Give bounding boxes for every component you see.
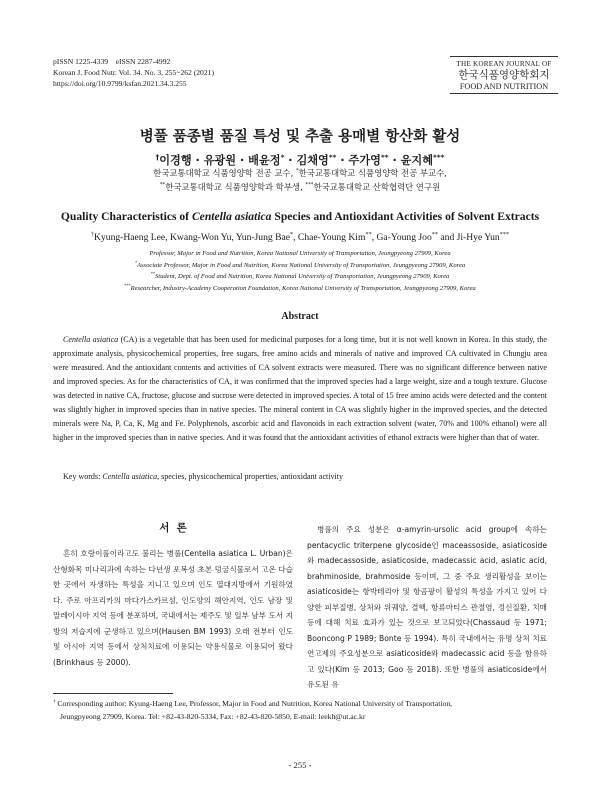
author-separator: · — [336, 154, 349, 167]
abstract-lead-species: Centella asiatica — [63, 335, 119, 344]
footnote-text-1: Corresponding author: Kyung-Haeng Lee, Professor, Major in Food and Nutrition, Korea National University of Transportation, — [55, 699, 453, 708]
journal-name-en-top: THE KOREAN JOURNAL OF — [456, 60, 552, 68]
title-en-part2: Species and Antioxidant Activities of Solvent Extracts — [271, 210, 540, 223]
affiliation-text: 한국교통대학교 식품영양학 전공 교수, — [153, 168, 296, 178]
author-name-en: Ji-Hye Yun — [456, 232, 500, 243]
abstract-body — [53, 333, 547, 445]
author-name-ko: 유광원 — [203, 154, 237, 167]
affiliation-line-en — [0, 271, 600, 283]
author-separator: · — [191, 154, 204, 167]
affiliation-text: 한국교통대학교 식품영양학 전공 부교수, — [298, 168, 447, 178]
affiliation-text: Researcher, Industry-Academy Cooperation Foundation, Korea National University of Transportation, Jeungpyeong 27909, Korea — [130, 284, 476, 292]
title-english — [0, 210, 600, 223]
affiliation-line-ko — [0, 180, 600, 194]
citation-line: Korean J. Food Nutr. Vol. 34. No. 3, 255~262 (2021) — [53, 68, 214, 77]
corresponding-author-footnote — [53, 697, 547, 723]
affiliation-text: 한국교통대학교 식품영양학과 학부생, — [165, 182, 306, 192]
title-en-species: Centella asiatica — [191, 210, 272, 223]
doi-link[interactable]: https://doi.org/10.9799/ksfan.2021.34.3.255 — [53, 79, 187, 88]
affiliations-korean — [0, 166, 600, 194]
author-name-en: , — [371, 232, 377, 243]
affiliation-mark: ** — [150, 270, 155, 276]
author-name-ko: 김채영 — [296, 154, 329, 167]
footnote-mark: † — [53, 699, 56, 705]
footnote-line-2: Jeungpyeong 27909, Korea. Tel: +82-43-820-5334, Fax: +82-43-820-5850, E-mail: leekh@ut.ac.kr — [60, 712, 366, 721]
author-mark: * — [280, 152, 285, 162]
journal-info — [53, 56, 214, 89]
author-name-ko: 배윤정 — [248, 154, 281, 167]
author-mark: † — [90, 230, 95, 238]
author-name-en: , — [293, 232, 298, 243]
author-separator: · — [284, 154, 297, 167]
journal-logo — [450, 56, 558, 94]
author-name-en: Kwang-Won Yu, — [169, 232, 236, 243]
footnote-line-1 — [53, 697, 547, 710]
affiliations-english — [0, 248, 600, 294]
author-name-en: Yun-Jung Bae — [235, 232, 290, 243]
author-mark: ** — [431, 230, 438, 238]
author-mark: * — [290, 230, 294, 238]
affiliation-text: Student, Dept. of Food and Nutrition, Korea National University of Transportation, Jeungpyeong 27909, Korea — [154, 273, 450, 280]
affiliation-text: 한국교통대학교 산학협력단 연구원 — [313, 182, 441, 192]
intro-left-column: 흔히 호랑이풀이라고도 불리는 병풀(Centella asiatica L. Urban)은 산형화목 미나리과에 속하는 다년생 포복성 초본 덩굴식물로서 고온 다습한 곳에서 자생하는 특성을 지니고 있으며 인도 열대지방에서 기원하였다. 주로 아프리카의 마다가스카르섬, 인도양의 해안지역, 인도 남장 및 말레이시아 지역 등에 분포하며, 국내에서는 제주도 및 일부 남부 도서 지방의 저습지에 군생하고 있으며(Hausen BM 1993) 오래 전부터 인도 및 아시아 지역 등에서 상처치료에 이용되는 약용식물로 이용되어 왔다(Brinkhaus 등 2000). — [53, 549, 293, 667]
journal-name-en-bottom: FOOD AND NUTRITION — [459, 82, 549, 91]
affiliation-line-en — [0, 283, 600, 295]
affiliation-text: Professor, Major in Food and Nutrition, Korea National University of Transportation, Jeungpyeong 27909, Korea — [149, 250, 451, 257]
authors-english — [0, 232, 600, 243]
issn-line: pISSN 1225-4339 eISSN 2287-4992 — [53, 57, 171, 66]
logo-rule-bottom — [450, 93, 558, 94]
keywords — [63, 472, 343, 481]
affiliation-line-en — [0, 260, 600, 272]
author-name-en: and — [437, 232, 457, 243]
journal-name-ko: 한국식품영양학회지 — [458, 69, 550, 81]
keywords-species: Centella asiatica — [102, 472, 158, 481]
author-mark: ** — [380, 152, 389, 162]
author-name-ko: 윤지혜 — [400, 154, 434, 167]
author-name-en: Kyung-Haeng Lee, — [94, 232, 170, 243]
abstract-text: (CA) is a vegetable that has been used for medicinal purposes for a long time, but it is not well known in Korea. In this study, the approximate analysis, physicochemical properties, free sugars, free amino acids and minerals of native and improved CA cultivated in Chungju area were measured. And the antioxidant contents and activities of CA solvent extracts were measured. There was no significant difference between native and improved species. As for the characteristics of CA, it was confirmed that the improved species had a large weight, size and a tough texture. Glucose was detected in native CA, fructose, glucose and sucrose were detected in improved species. A total of 15 free amino acids were detected and the content was slightly higher in improved species than in native species. The mineral content in CA was slightly higher in the improved species, and the detected minerals were Na, P, Ca, K, Mg and Fe. Polyphenols, ascorbic acid and flavonoids in each extraction solvent (water, 70% and 100% ethanol) were all higher in the improved species than in native species. And it was found that the antioxidant activities of ethanol extracts were higher than that of water. — [53, 335, 547, 442]
keywords-rest: , species, physicochemical properties, antioxidant activity — [157, 472, 344, 481]
affiliation-line-ko — [0, 166, 600, 180]
author-mark: *** — [433, 152, 445, 162]
title-korean: 병풀 품종별 품질 특성 및 추출 용매별 항산화 활성 — [139, 129, 461, 145]
affiliation-mark: * — [134, 259, 137, 265]
affiliation-mark: * — [295, 168, 299, 175]
affiliation-text: Associate Professor, Major in Food and Nutrition, Korea National University of Transportation, Jeungpyeong 27909, Korea — [136, 261, 466, 269]
author-mark: † — [155, 152, 160, 162]
author-name-ko: 주가영 — [348, 154, 381, 167]
title-en-part1: Quality Characteristics of — [60, 210, 192, 223]
affiliation-line-en — [0, 248, 600, 260]
author-separator: · — [236, 154, 249, 167]
section-title-introduction: 서 론 — [159, 522, 187, 534]
affiliation-mark: ** — [159, 182, 166, 189]
author-separator: · — [388, 154, 401, 167]
affiliation-mark: *** — [305, 182, 314, 189]
author-mark: ** — [328, 152, 337, 162]
keywords-label: Key words: — [63, 472, 103, 481]
page-number: - 255 - — [288, 760, 312, 770]
footnote-rule — [53, 693, 173, 694]
affiliation-mark: *** — [124, 282, 131, 288]
author-mark: ** — [365, 230, 372, 238]
author-mark: *** — [499, 230, 510, 238]
author-name-ko: 이경행 — [159, 154, 192, 167]
abstract-heading: Abstract — [281, 311, 319, 322]
author-name-en: Chae-Young Kim — [297, 232, 366, 243]
intro-right-column: 병풀의 주요 성분은 α-amyrin-ursolic acid group에 속하는 pentacyclic triterpene glycoside인 maceassoside, asiaticoside와 madecassoside, asiaticoside, madecassic acid, asiatic acid, brahminoside, brahmoside 등이며, 그 중 주요 생리활성을 보이는 asiaticoside는 항박테리아 및 항곰팡이 활성의 특성을 가지고 있어 다양한 피부질병, 상처와 위궤양, 결핵, 항류마티스 관절염, 정신질환, 치매 등에 대해 치료 효과가 있는 것으로 보고되었다(Chassaud 등 1971; Booncong P 1989; Bonte 등 1994). 특히 국내에서는 유명 상처 치료 연고제의 주요성분으로 asiaticoside와 madecassic acid 등을 함유하고 있다(Kim 등 2013; Goo 등 2018). 또한 병풀의 asiaticoside에서 유도된 유 — [307, 525, 547, 689]
author-name-en: Ga-Young Joo — [376, 232, 432, 243]
